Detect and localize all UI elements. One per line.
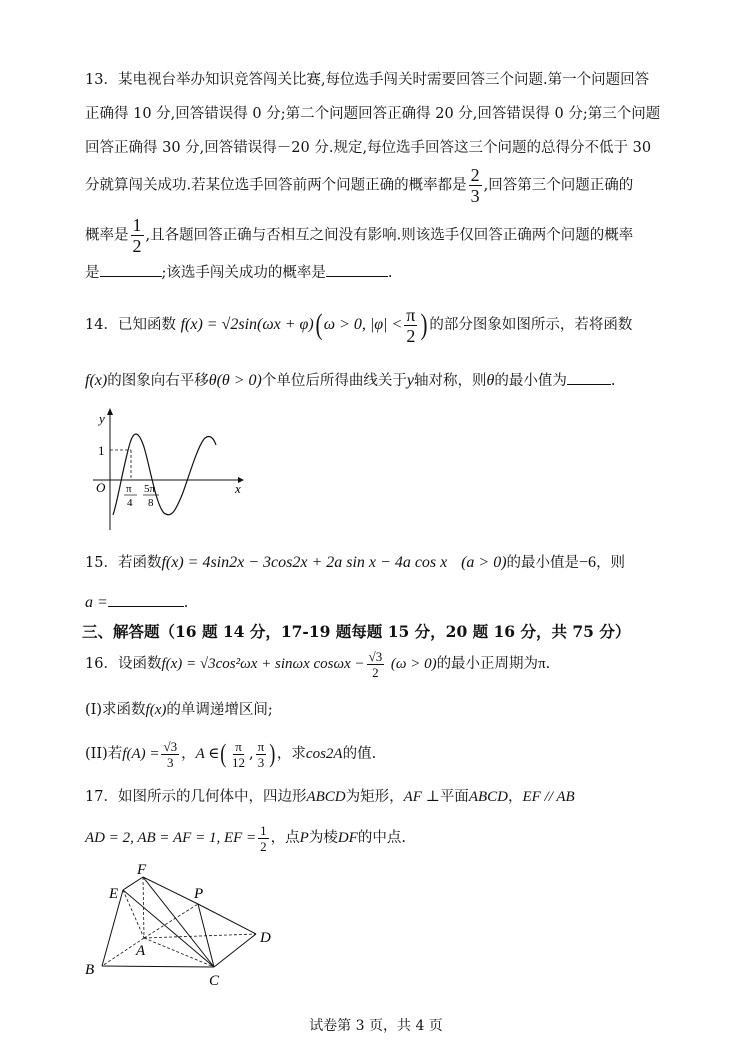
- fraction-two-thirds: $\frac{2}{3}$: [470, 165, 480, 206]
- fraction-pi-over-2: $\frac{\pi}{2}$: [406, 304, 416, 346]
- vertex-label-c: C: [209, 973, 220, 989]
- q13-line-3: 回答正确得 30 分,回答错误得－20 分.规定,每位选手回答这三个问题的总得分不低于 30: [85, 140, 652, 156]
- geometry-figure: [80, 860, 290, 995]
- page-footer: 试卷第 3 页，共 4 页: [309, 1018, 443, 1034]
- vertex-label-d: D: [260, 930, 271, 946]
- edge-a-c: [144, 938, 214, 967]
- q13-line-6: 是 ;该选手闯关成功的概率是 .: [85, 262, 685, 283]
- right-paren: ): [420, 308, 428, 341]
- answer-blank-14[interactable]: [567, 370, 611, 385]
- vertex-label-p: P: [194, 886, 204, 902]
- x-tick-pi4-num: π: [126, 483, 132, 495]
- answer-blank-15[interactable]: [108, 592, 184, 607]
- q15-line-2: a = .: [85, 594, 189, 611]
- q13-line-4: 分就算闯关成功.若某位选手回答前两个问题正确的概率都是 $\frac{2}{3}$ ,回答第三个问题正确的: [85, 165, 634, 206]
- origin-label: O: [96, 480, 106, 495]
- answer-blank-13a[interactable]: [100, 262, 162, 277]
- y-axis-arrow-icon: [107, 408, 113, 415]
- edge-b-c: [102, 966, 214, 967]
- edge-e-a: [123, 890, 144, 938]
- x-tick-5pi8-den: 8: [148, 497, 154, 509]
- x-axis-label: x: [235, 481, 241, 496]
- q15-line-1: 15．若函数f(x) = 4sin2x − 3cos2x + 2a sin x − 4a cos x (a > 0)的最小值是−6，则: [85, 554, 626, 571]
- y-tick-one: 1: [98, 443, 105, 458]
- vertex-label-a: A: [136, 943, 146, 959]
- q13-line-1: 13．某电视台举办知识竞答闯关比赛,每位选手闯关时需要回答三个问题.第一个问题回答: [85, 72, 650, 88]
- q14-line-1: 14．已知函数 f(x) = √2sin(ωx + φ)(ω > 0, |φ| < $\frac{\pi}{2}$ ) 的部分图象如图所示，若将函数: [85, 304, 633, 346]
- q17-line-2: AD = 2, AB = AF = 1, EF = $\frac{1}{2}$ ，点P为棱DF的中点.: [85, 822, 406, 854]
- x-tick-5pi8-num: 5π: [144, 483, 156, 495]
- edge-f-c: [143, 877, 214, 967]
- x-tick-pi4-den: 4: [127, 497, 133, 509]
- q16-line-1: 16．设函数f(x) = √3cos²ωx + sinωx cosωx − $\frac{√3}{2}$ (ω > 0)的最小正周期为π.: [85, 648, 551, 680]
- left-paren: (: [315, 308, 323, 341]
- vertex-label-f: F: [137, 862, 147, 878]
- edge-p-d: [198, 904, 256, 934]
- fraction-sqrt3-over-2: $\frac{√3}{2}$: [368, 648, 383, 680]
- q13-line-2: 正确得 10 分,回答错误得 0 分;第二个问题回答正确得 20 分,回答错误得 0 分;第三个问题: [85, 106, 661, 122]
- q13-line-5: 概率是 $\frac{1}{2}$ ,且各题回答正确与否相互之间没有影响.则该选手仅回答正确两个问题的概率: [85, 215, 634, 256]
- q14-line-2: f(x)的图象向右平移θ(θ > 0)个单位后所得曲线关于y轴对称，则θ的最小值为 .: [85, 372, 616, 389]
- edge-c-d: [214, 934, 256, 967]
- edge-a-d: [144, 934, 256, 938]
- edge-a-p: [144, 904, 198, 938]
- fraction-pi-over-12: $\frac{\pi}{12}$: [232, 738, 246, 770]
- edge-f-a: [143, 877, 144, 938]
- q17-line-1: 17．如图所示的几何体中，四边形ABCD为矩形，AF ⊥平面ABCD，EF // AB: [85, 789, 575, 805]
- fraction-one-half-ef: $\frac{1}{2}$: [260, 822, 267, 854]
- q16-part-2: (II)若f(A) = $\frac{√3}{3}$ ，A ∈( $\frac{\pi}{12}$ , $\frac{\pi}{3}$ )，求cos2A的值.: [85, 738, 377, 770]
- answer-blank-13b[interactable]: [326, 262, 388, 277]
- section-3-heading: 三、解答题（16 题 14 分，17-19 题每题 15 分，20 题 16 分，共 75 分）: [82, 622, 631, 641]
- fraction-one-half: $\frac{1}{2}$: [132, 215, 142, 256]
- vertex-label-b: B: [85, 962, 95, 978]
- y-axis-label: y: [99, 411, 105, 426]
- fraction-sqrt3-over-3: $\frac{√3}{3}$: [163, 738, 178, 770]
- q16-part-1: (I)求函数f(x)的单调递增区间;: [85, 702, 273, 718]
- vertex-label-e: E: [109, 886, 119, 902]
- fraction-pi-over-3: $\frac{\pi}{3}$: [257, 738, 265, 770]
- sine-graph: [88, 405, 248, 535]
- edge-e-f: [123, 877, 143, 890]
- edge-f-p: [143, 877, 198, 904]
